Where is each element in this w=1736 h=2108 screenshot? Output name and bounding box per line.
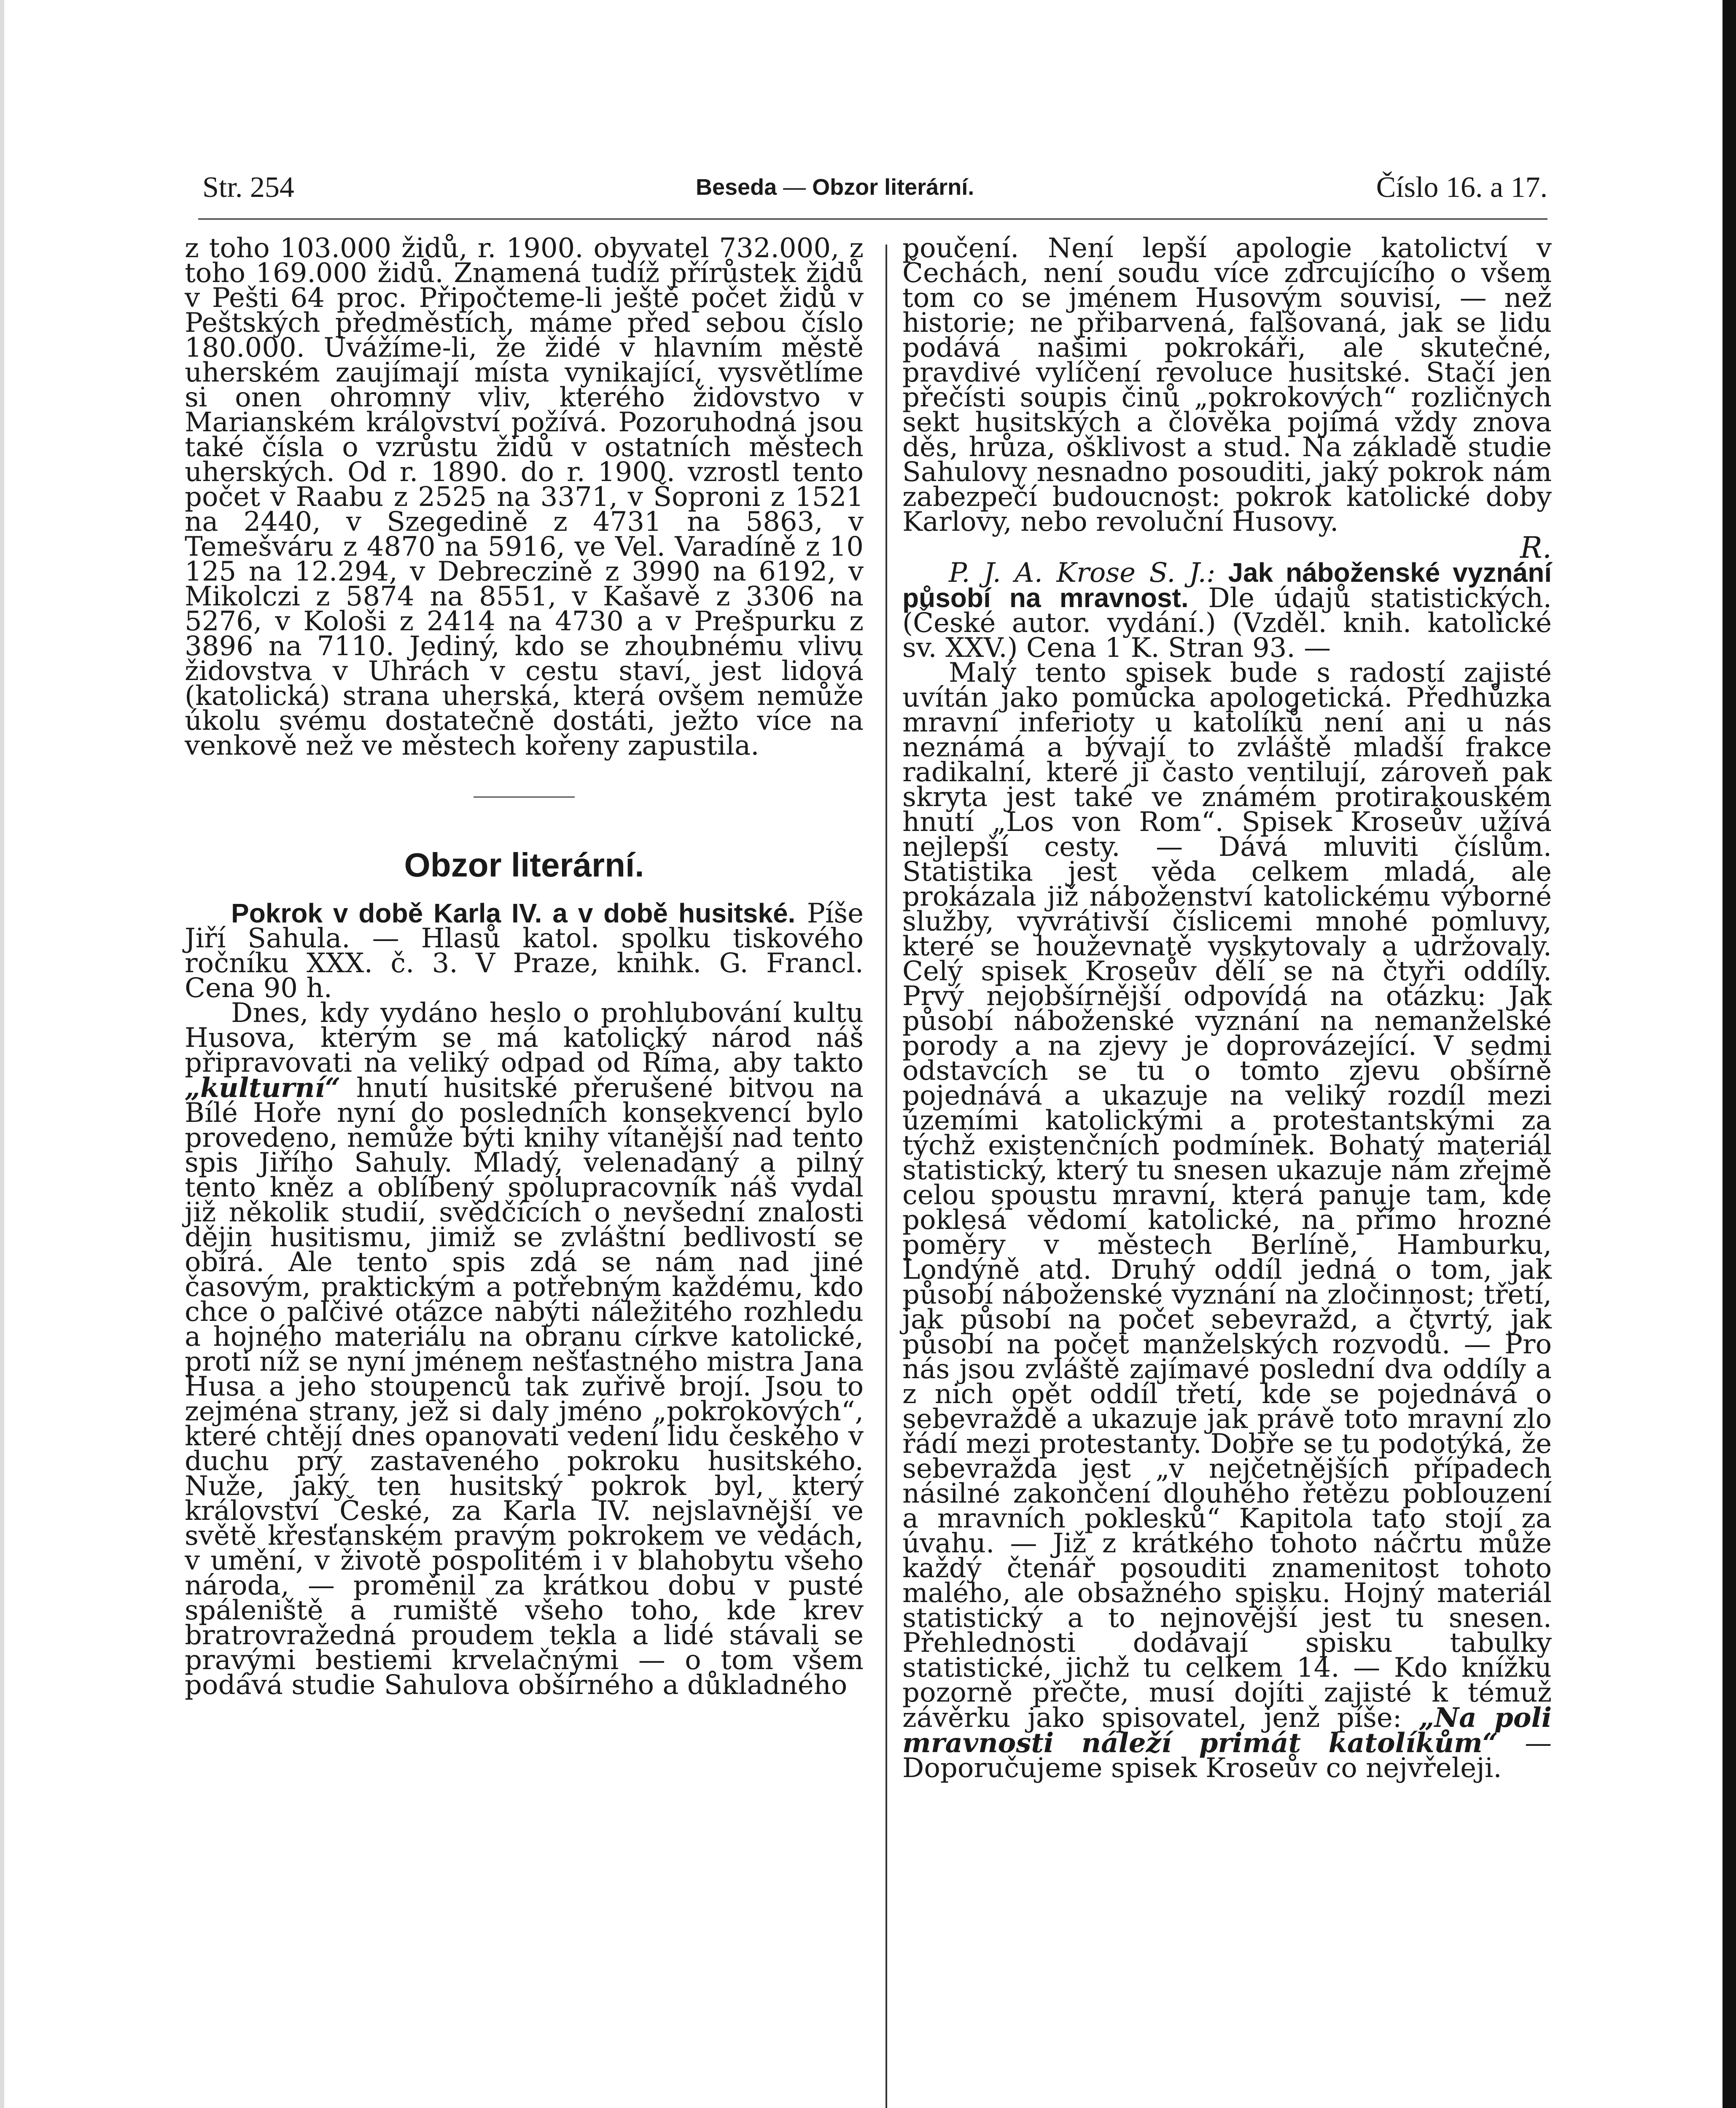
scan-edge-left: [0, 0, 4, 2108]
running-header: [198, 167, 1548, 217]
scan-edge-right: [1723, 0, 1736, 2108]
review-1-signature: R.: [1520, 530, 1552, 565]
review-2-text-b: — Doporučujeme spisek Kroseův co nejvřeleji.: [902, 1728, 1552, 1784]
review-2-quote: „Na poli mravnosti náleží primát katolíkům“: [902, 1702, 1552, 1759]
review-1-title: Pokrok v době Karla IV. a v době husitské.: [231, 898, 796, 928]
review-1-heading: [185, 898, 864, 1004]
review-1-meta: Píše Jiří Sahula. — Hlasů katol. spolku tiskového ročníku XXX. č. 3. V Praze, knihk. G. Francl. Cena 90 h.: [185, 898, 864, 1004]
page-number: Str. 254: [202, 171, 294, 204]
review-2-text-a: Malý tento spisek bude s radostí zajisté uvítán jako pomůcka apologetická. Předhůzka mravní inferioty u katolíků není ani u nás neznámá a bývají to zvláště mladší frakce radikalní, které ji často ventilují, zároveň pak skryta jest také ve známém protirakouském hnutí „Los von Rom“. Spisek Kroseův užívá nejlepší cesty. — Dává mluviti číslům. Statistika jest věda celkem mladá, ale prokázala již náboženství katolickému výborné služby, vyvrátivší číslicemi mnohé pomluvy, které se houževnatě vyskytovaly a udržovaly. Celý spisek Kroseův dělí se na čtyři oddíly. Prvý nejobšírnější odpovídá na otázku: Jak působí náboženské vyznání na nemanželské porody a na zjevy je doprovázející. V sedmi odstavcích se tu o tomto zjevu obšírně pojednává a ukazuje na veliký rozdíl mezi územími katolickými a protestantskými za týchž existenčních podmínek. Bohatý materiál statistický, který tu snesen ukazuje nám zřejmě celou spoustu mravní, která panuje tam, kde poklesá vědomí katolické, na přímo hrozné poměry v městech Berlíně, Hamburku, Londýně atd. Druhý oddíl jedná o tom, jak působí náboženské vyznání na zločinnost; třetí, jak působí na počet sebevražd, a čtvrtý, jak působí na počet manželských rozvodů. — Pro nás jsou zvláště zajímavé poslední dva oddíly a z nich opět oddíl třetí, kde se pojednává o sebevraždě a ukazuje jak právě toto mravní zlo řádí mezi protestanty. Dobře se tu podotýká, že sebevražda jest „v nejčetnějších případech násilné zakončení dlouhého řetězu poblouzení a mravních poklesků“ Kapitola tato stojí za úvahu. — Již z krátkého tohoto náčrtu může každý čtenář posouditi znamenitost tohoto malého, ale obsažného spisku. Hojný materiál statistický a to nejnovější jest tu snesen. Přehlednosti dodávají spisku tabulky statistické, jichž tu celkem 14. — Kdo knížku pozorně přečte, musí dojíti zajisté k témuž závěrku jako spisovatel, jenž píše:: [902, 657, 1552, 1734]
review-1-text-b: hnutí husitské přerušené bitvou na Bílé Hoře nyní do posledních konsekvencí bylo provedeno, nemůže býti knihy vítanější nad tento spis Jiřího Sahuly. Mladý, velenadaný a pilný tento kněz a oblíbený spolupracovník náš vydal již několik studií, svědčících o nevšední znalosti dějin husitismu, jimiž se zvláštní bedlivostí se obírá. Ale tento spis zdá se nám nad jiné časovým, praktickým a potřebným každému, kdo chce o palčivé otázce nabýti náležitého rozhledu a hojného materiálu na obranu církve katolické, proti níž se nyní jménem nešťastného mistra Jana Husa a jeho stoupenců tak zuřivě brojí. Jsou to zejména strany, jež si daly jméno „pokrokových“, které chtějí dnes opanovati vedení lidu českého v duchu prý zastaveného pokroku husitského. Nuže, jaký ten husitský pokrok byl, který království České, za Karla IV. nejslavnější ve světě křesťanském pravým pokrokem ve vědách, v umění, v životě pospolitém i v blahobytu všeho národa, — proměnil za krátkou dobu v pusté spáleniště a rumiště všeho toho, kde krev bratrovražedná proudem tekla a lidé stávali se pravými bestiemi krvelačnými — o tom všem podává studie Sahulova obšírného a důkladného: [185, 1073, 864, 1701]
section-name: Obzor literární.: [812, 175, 974, 200]
issue-number: Číslo 16. a 17.: [1376, 171, 1548, 204]
separator-rule: [474, 796, 575, 798]
statistics-paragraph: z toho 103.000 židů, r. 1900. obyvatel 732.000, z toho 169.000 židů. Znamená tudíž přírůstek židů v Pešti 64 proc. Připočteme-li ještě počet židů v Peštských předměstích, máme před sebou číslo 180.000. Uvážíme-li, že židé v hlavním městě uherském zaujímají místa vynikající, vysvětlíme si onen ohromný vliv, kterého židovstvo v Marianském království požívá. Pozoruhodná jsou také čísla o vzrůstu židů v ostatních městech uherských. Od r. 1890. do r. 1900. vzrostl tento počet v Raabu z 2525 na 3371, v Šoproni z 1521 na 2440, v Szegedině z 4731 na 5863, v Temešváru z 4870 na 5916, ve Vel. Varadíně z 10 125 na 12.294, v Debreczině z 3990 na 6192, v Mikolczi z 5874 na 8551, v Kašavě z 3306 na 5276, v Kološi z 2414 na 4730 a v Prešpurku z 3896 na 7110. Jediný, kdo se zhoubnému vlivu židovstva v Uhrách v cestu staví, jest lidová (katolická) strana uherská, která ovšem nemůže úkolu svému dostatečně dostáti, ježto více na venkově než ve městech kořeny zapustila.: [185, 233, 864, 761]
review-2-title: Jak náboženské vyznání působí na mravnost.: [902, 557, 1552, 613]
left-column: [185, 233, 864, 1701]
review-2-heading: [902, 557, 1552, 664]
review-1-text-a: Dnes, kdy vydáno heslo o prohlubování kultu Husova, kterým se má katolický národ náš připravovati na veliký odpad od Říma, aby takto: [185, 998, 864, 1078]
review-1-italic-term: „kulturní“: [185, 1072, 341, 1104]
review-2-body: [902, 657, 1552, 1784]
header-rule: [198, 218, 1548, 220]
review-1-body: [185, 998, 864, 1701]
journal-name: Beseda: [696, 175, 777, 200]
review-2-author: P. J. A. Krose S. J.:: [949, 557, 1216, 589]
journal-section-heading: [696, 174, 974, 200]
heading-separator: —: [777, 175, 813, 200]
review-2-meta: Dle údajů statistických. (České autor. vydání.) (Vzděl. knih. katolické sv. XXV.) Cena 1 K. Stran 93. —: [902, 583, 1552, 664]
column-divider: [885, 245, 887, 2108]
review-1-continuation: poučení. Není lepší apologie katolictví v Čechách, není soudu více zdrcujícího o všem tom co se jménem Husovým souvisí, — než historie; ne přibarvená, falšovaná, jak se lidu podává našimi pokrokáři, ale skutečné, pravdivé vylíčení revoluce husitské. Stačí jen přečísti soupis činů „pokrokových“ rozličných sekt husitských a člověka pojímá vždy znova děs, hrůza, ošklivost a stud. Na základě studie Sahulovy nesnadno posouditi, jaký pokrok nám zabezpečí budoucnost: pokrok katolické doby Karlovy, nebo revoluční Husovy.: [902, 233, 1552, 538]
section-title: Obzor literární.: [404, 846, 644, 884]
right-column: [902, 233, 1552, 1784]
